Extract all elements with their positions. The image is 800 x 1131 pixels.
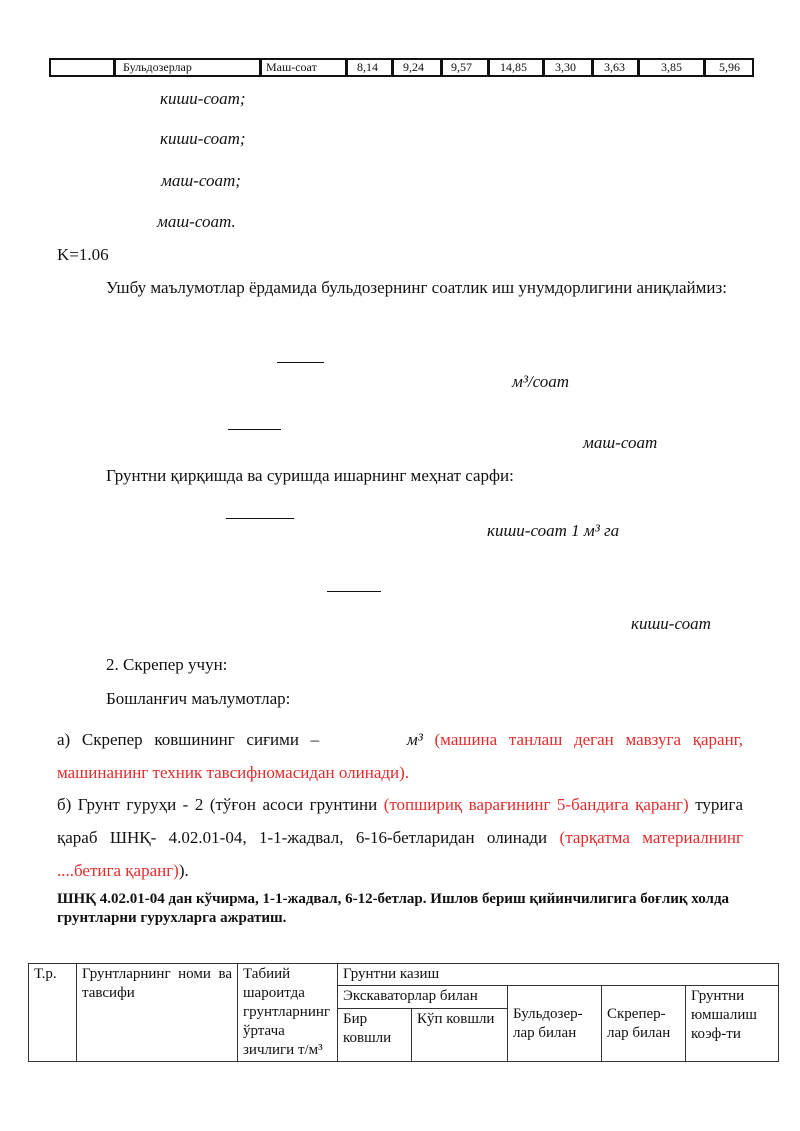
value-cell: 9,24 xyxy=(403,60,424,74)
column-divider xyxy=(703,60,706,75)
header-cell: Экскаваторлар билан xyxy=(338,986,508,1009)
paragraph: Ушбу маълумотлар ёрдамида бульдозернинг соатлик иш унумдорлигини аниқлаймиз: xyxy=(106,278,727,297)
fraction-bar xyxy=(277,362,324,363)
table-heading: ШНҚ 4.02.01-04 дан кўчирма, 1-1-жадвал, 6-12-бетлар. Ишлов бериш қийинчилигига боғлиқ холда грунтларни гурухларга ажратиш. xyxy=(57,891,730,926)
coefficient-value: K=1.06 xyxy=(57,245,109,264)
column-divider xyxy=(542,60,545,75)
item-b-paragraph xyxy=(57,788,743,887)
header-cell: Грунтни юмшалиш коэф-ти xyxy=(686,986,779,1062)
section-subtitle: Бошланғич маълумотлар: xyxy=(106,689,291,708)
header-cell: Кўп ковшли xyxy=(412,1009,508,1062)
unit-label: маш-соат. xyxy=(157,212,236,231)
item-b-end: ). xyxy=(178,861,189,880)
value-cell: 9,57 xyxy=(451,60,472,74)
column-divider xyxy=(345,60,348,75)
column-divider xyxy=(391,60,394,75)
fraction-bar xyxy=(327,591,381,592)
column-divider xyxy=(637,60,640,75)
fraction-bar xyxy=(228,429,281,430)
section-heading: Грунтни қирқишда ва суришда ишарнинг меҳнат сарфи: xyxy=(106,466,514,485)
formula-unit: маш-соат xyxy=(583,433,658,452)
value-cell: 3,63 xyxy=(604,60,625,74)
item-a-text: а) Скрепер ковшининг сиғими – xyxy=(57,730,320,749)
value-cell: 8,14 xyxy=(357,60,378,74)
column-divider xyxy=(113,60,116,75)
formula-unit: м³/соат xyxy=(512,372,570,391)
unit-label: киши-соат; xyxy=(160,89,246,108)
value-cell: 3,85 xyxy=(661,60,682,74)
item-a-note: (машина танлаш деган мавзуга қаранг, машинанинг техник тавсифномасидан олинади). xyxy=(57,730,743,782)
section-title: 2. Скрепер учун: xyxy=(106,655,228,674)
header-cell: Т.р. xyxy=(29,964,77,1062)
header-cell: Грунтни казиш xyxy=(338,964,779,986)
formula-unit: киши-соат 1 м³ га xyxy=(487,521,620,540)
unit-cell: Маш-соат xyxy=(266,60,317,74)
header-cell: Бир ковшли xyxy=(338,1009,412,1062)
unit-label: киши-соат; xyxy=(160,129,246,148)
machine-name-cell: Бульдозерлар xyxy=(123,60,192,74)
column-divider xyxy=(591,60,594,75)
soil-groups-table xyxy=(28,963,779,1062)
fraction-bar xyxy=(226,518,294,519)
item-b-note: (тарқатма материалнинг ....бетига қаранг) xyxy=(57,828,744,880)
column-divider xyxy=(259,60,262,75)
value-cell: 5,96 xyxy=(719,60,740,74)
header-cell: Бульдозер-лар билан xyxy=(508,986,602,1062)
column-divider xyxy=(487,60,490,75)
item-a-paragraph xyxy=(57,723,743,789)
header-cell: Табиий шароитда грунтларнинг ўртача зичлиги т/м³ xyxy=(238,964,338,1062)
header-cell: Грунтларнинг номи ва тавсифи xyxy=(77,964,238,1062)
value-cell: 3,30 xyxy=(555,60,576,74)
header-cell: Скрепер-лар билан xyxy=(602,986,686,1062)
item-a-unit: м³ xyxy=(406,730,423,749)
formula-unit: киши-соат xyxy=(631,614,711,633)
item-b-text: б) Грунт гуруҳи - 2 (тўғон асоси грунтини xyxy=(57,795,378,814)
table-row xyxy=(49,58,754,77)
value-cell: 14,85 xyxy=(500,60,527,74)
column-divider xyxy=(440,60,443,75)
item-b-text: турига қараб ШНҚ- 4.02.01-04, 1-1-жадвал, 6-16-бетларидан олинади xyxy=(57,795,744,847)
unit-label: маш-соат; xyxy=(161,171,241,190)
item-b-note: (топшириқ варағининг 5-бандига қаранг) xyxy=(383,795,689,814)
